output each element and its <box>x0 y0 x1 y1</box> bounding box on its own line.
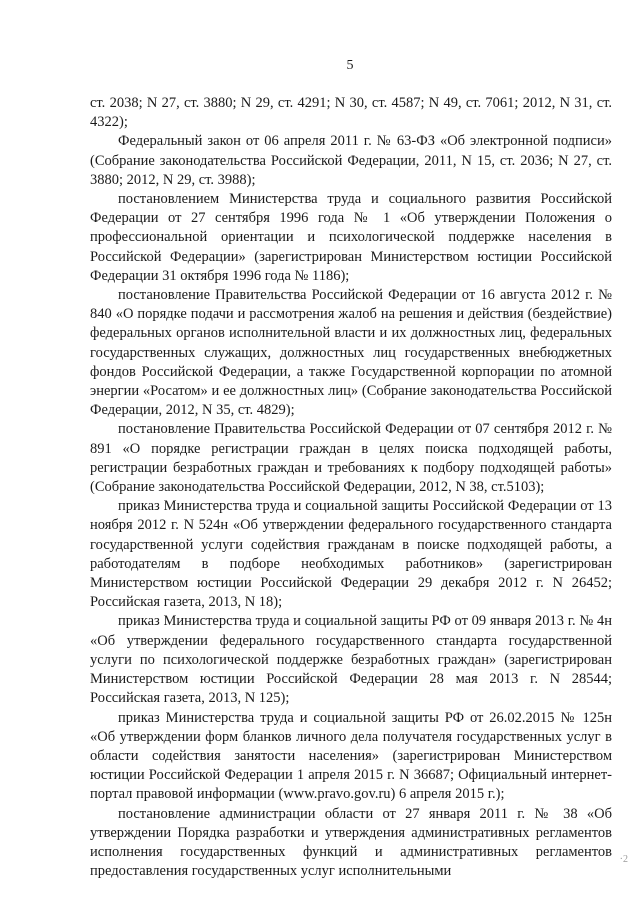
page-number: 5 <box>346 58 354 73</box>
paragraph-ministry-resolution-1996: постановлением Министерства труда и социального развития Российской Федерации от 27 сентября 1996 года № 1 «Об утверждении Положения о профессиональной ориентации и психологической поддержке населения в Российской Федерации» (зарегистрирован Министерством юстиции Российской Федерации 31 октября 1996 года № 1186); <box>90 191 612 284</box>
paragraph-federal-law-63fz: Федеральный закон от 06 апреля 2011 г. № 63-ФЗ «Об электронной подписи» (Собрание законодательства Российской Федерации, 2011, N 15, ст. 2036; N 27, ст. 3880; 2012, N 29, ст. 3988); <box>90 133 612 188</box>
paragraph-government-resolution-840: постановление Правительства Российской Федерации от 16 августа 2012 г. № 840 «О порядке подачи и рассмотрения жалоб на решения и действия (бездействие) федеральных органов исполнительной власти и их должностных лиц, федеральных государственных служащих, должностных лиц государственных внебюджетных фондов Российской Федерации, а также Государственной корпорации по атомной энергии «Росатом» и ее должностных лиц» (Собрание законодательства Российской Федерации, 2012, N 35, ст. 4829); <box>90 287 612 419</box>
paragraph-order-4n: приказ Министерства труда и социальной защиты РФ от 09 января 2013 г. № 4н «Об утверждении федерального государственного стандарта государственной услуги по психологической поддержке безработных граждан» (зарегистрирован Министерством юстиции Российской Федерации 28 мая 2013 г. N 28544; Российская газета, 2013, N 125); <box>90 613 612 707</box>
paragraph-order-125n: приказ Министерства труда и социальной защиты РФ от 26.02.2015 № 125н «Об утверждении форм бланков личного дела получателя государственных услуг в области содействия занятости населения» (зарегистрирован Министерством юстиции Российской Федерации 1 апреля 2015 г. N 36687; Официальный интернет-портал правовой информации (www.pravo.gov.ru) 6 апреля 2015 г.); <box>90 709 612 803</box>
paragraph-regional-resolution-38: постановление администрации области от 27 января 2011 г. № 38 «Об утверждении Порядка разработки и утверждения административных регламентов исполнения государственных функций и административных регламентов предоставления государственных услуг исполнительными <box>90 805 612 880</box>
paragraph-continuation: ст. 2038; N 27, ст. 3880; N 29, ст. 4291; N 30, ст. 4587; N 49, ст. 7061; 2012, N 31, ст. 4322); <box>90 95 612 131</box>
corner-mark: ·2 <box>619 854 628 865</box>
paragraph-order-524n: приказ Министерства труда и социальной защиты Российской Федерации от 13 ноября 2012 г. N 524н «Об утверждении федерального государственного стандарта государственной услуги содействия гражданам в поиске подходящей работы, а работодателям в подборе необходимых работников» (зарегистрирован Министерством юстиции Российской Федерации 29 декабря 2012 г. N 26452; Российская газета, 2013, N 18); <box>90 498 612 611</box>
paragraph-government-resolution-891: постановление Правительства Российской Федерации от 07 сентября 2012 г. № 891 «О порядке регистрации граждан в целях поиска подходящей работы, регистрации безработных граждан и требованиях к подбору подходящей работы» (Собрание законодательства Российской Федерации, 2012, N 38, ст.5103); <box>90 421 612 496</box>
document-body <box>90 94 612 881</box>
